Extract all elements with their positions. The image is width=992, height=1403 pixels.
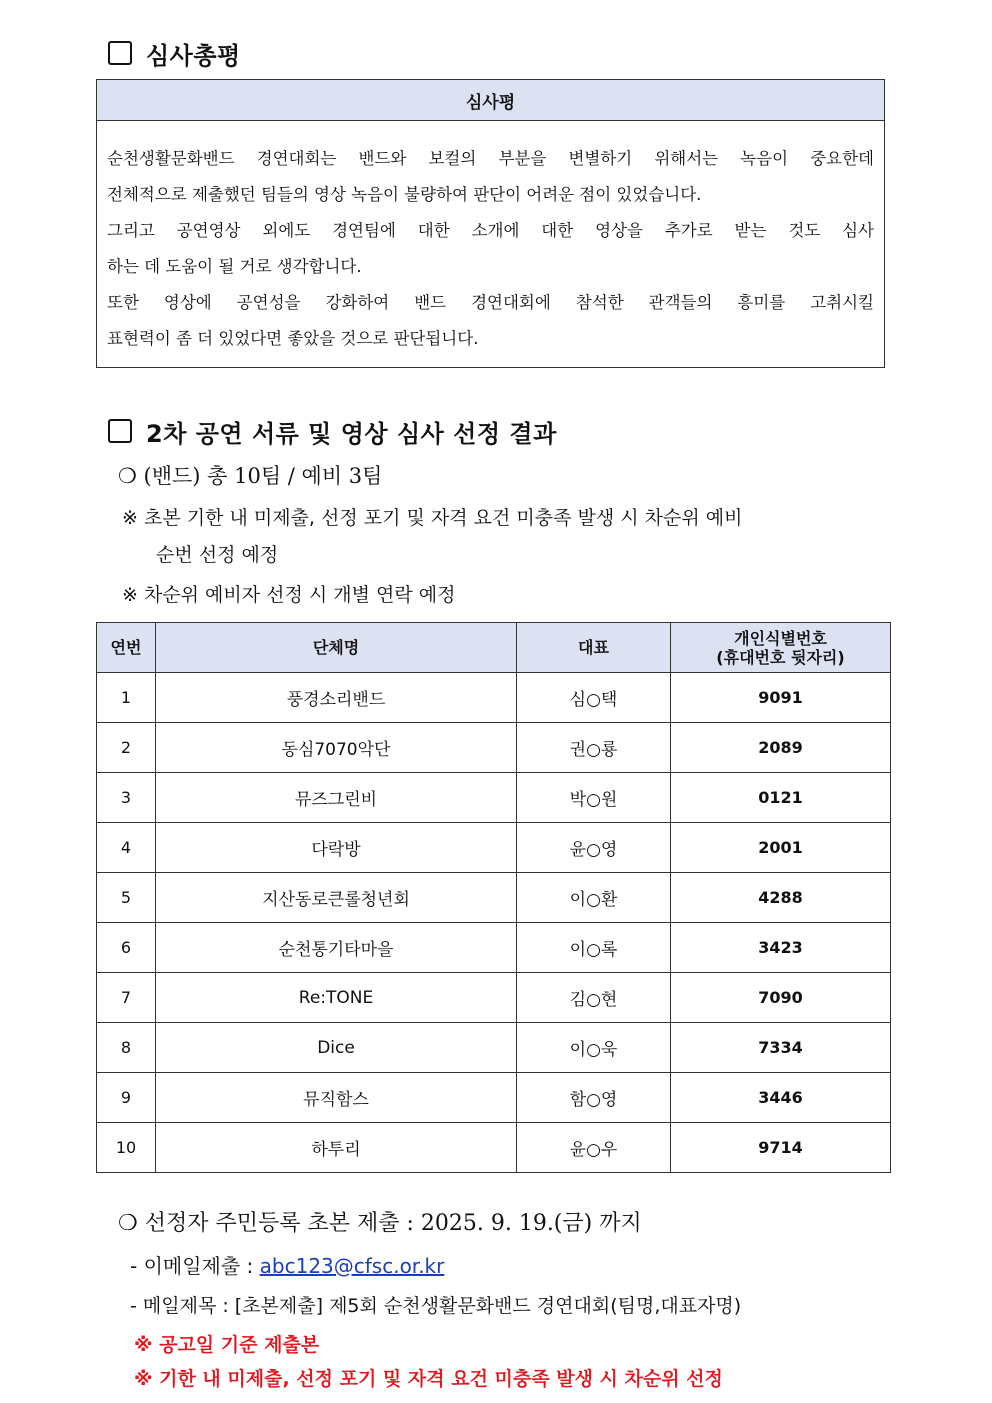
cell-id: 7334 <box>671 1023 891 1073</box>
email-line <box>130 1250 444 1279</box>
table-row <box>97 1123 891 1173</box>
cell-no: 3 <box>97 773 156 823</box>
deadline-line: ❍ 선정자 주민등록 초본 제출 : 2025. 9. 19.(금) 까지 <box>118 1211 642 1236</box>
cell-no: 6 <box>97 923 156 973</box>
header-id-line1: 개인식별번호 <box>734 628 827 648</box>
warning-line: ※ 공고일 기준 제출본 <box>134 1334 320 1356</box>
cell-no: 2 <box>97 723 156 773</box>
table-header-row <box>97 623 891 673</box>
header-no: 연번 <box>97 623 156 673</box>
cell-rep: 이○환 <box>517 873 671 923</box>
cell-team: 풍경소리밴드 <box>156 673 517 723</box>
cell-no: 1 <box>97 673 156 723</box>
cell-team: 순천통기타마을 <box>156 923 517 973</box>
table-row <box>97 873 891 923</box>
section-title: 심사총평 <box>146 41 241 70</box>
cell-id: 2089 <box>671 723 891 773</box>
cell-rep: 권○룡 <box>517 723 671 773</box>
note-line: ※ 초본 기한 내 미제출, 선정 포기 및 자격 요건 미충족 발생 시 차순위 예비 <box>122 507 743 529</box>
review-line: 그리고 공연영상 외에도 경연팀에 대한 소개에 대한 영상을 추가로 받는 것도 심사 <box>107 221 874 240</box>
cell-rep: 함○영 <box>517 1073 671 1123</box>
cell-no: 9 <box>97 1073 156 1123</box>
cell-team: 하투리 <box>156 1123 517 1173</box>
cell-id: 4288 <box>671 873 891 923</box>
table-row <box>97 773 891 823</box>
results-table <box>96 622 891 1173</box>
cell-rep: 윤○우 <box>517 1123 671 1173</box>
cell-id: 3423 <box>671 923 891 973</box>
cell-team: Dice <box>156 1023 517 1073</box>
review-line: 순천생활문화밴드 경연대회는 밴드와 보컬의 부분을 변별하기 위해서는 녹음이 중요한데 <box>107 149 874 168</box>
review-body <box>97 121 884 357</box>
band-summary: ❍ (밴드) 총 10팀 / 예비 3팀 <box>118 464 383 488</box>
cell-rep: 윤○영 <box>517 823 671 873</box>
header-id <box>671 623 891 673</box>
cell-rep: 김○현 <box>517 973 671 1023</box>
review-line: 전체적으로 제출했던 팀들의 영상 녹음이 불량하여 판단이 어려운 점이 있었습니다. <box>107 185 702 204</box>
warning-line: ※ 기한 내 미제출, 선정 포기 및 자격 요건 미충족 발생 시 차순위 선정 <box>134 1368 723 1390</box>
cell-id: 9091 <box>671 673 891 723</box>
subject-line: - 메일제목 : [초본제출] 제5회 순천생활문화밴드 경연대회(팀명,대표자명) <box>130 1295 742 1317</box>
cell-team: 동심7070악단 <box>156 723 517 773</box>
cell-id: 0121 <box>671 773 891 823</box>
review-line: 또한 영상에 공연성을 강화하여 밴드 경연대회에 참석한 관객들의 흥미를 고취시킬 <box>107 293 874 312</box>
header-team: 단체명 <box>156 623 517 673</box>
cell-team: 지산동로큰롤청년회 <box>156 873 517 923</box>
review-line: 표현력이 좀 더 있었다면 좋았을 것으로 판단됩니다. <box>107 329 479 348</box>
note-line: ※ 차순위 예비자 선정 시 개별 연락 예정 <box>122 584 456 606</box>
cell-rep: 이○욱 <box>517 1023 671 1073</box>
cell-id: 2001 <box>671 823 891 873</box>
review-line: 하는 데 도움이 될 거로 생각합니다. <box>107 257 362 276</box>
cell-id: 7090 <box>671 973 891 1023</box>
table-row <box>97 673 891 723</box>
section-title: 2차 공연 서류 및 영상 심사 선정 결과 <box>146 419 557 448</box>
header-id-line2: (휴대번호 뒷자리) <box>716 647 845 667</box>
email-label: - 이메일제출 : <box>130 1254 260 1278</box>
table-row <box>97 723 891 773</box>
checkbox-icon <box>108 419 132 443</box>
cell-id: 9714 <box>671 1123 891 1173</box>
cell-no: 10 <box>97 1123 156 1173</box>
table-row <box>97 1073 891 1123</box>
cell-team: 뮤즈그린비 <box>156 773 517 823</box>
table-row <box>97 1023 891 1073</box>
cell-rep: 박○원 <box>517 773 671 823</box>
cell-no: 4 <box>97 823 156 873</box>
checkbox-icon <box>108 41 132 65</box>
cell-team: 다락방 <box>156 823 517 873</box>
cell-no: 5 <box>97 873 156 923</box>
section-heading-review <box>108 36 241 70</box>
cell-rep: 이○록 <box>517 923 671 973</box>
cell-no: 7 <box>97 973 156 1023</box>
section-heading-results <box>108 414 557 448</box>
table-row <box>97 823 891 873</box>
review-box <box>96 79 885 368</box>
header-rep: 대표 <box>517 623 671 673</box>
review-header: 심사평 <box>97 80 884 121</box>
email-link[interactable]: abc123@cfsc.or.kr <box>259 1254 445 1278</box>
table-row <box>97 923 891 973</box>
table-row <box>97 973 891 1023</box>
cell-no: 8 <box>97 1023 156 1073</box>
cell-id: 3446 <box>671 1073 891 1123</box>
note-line: 순번 선정 예정 <box>156 544 279 566</box>
cell-team: 뮤직함스 <box>156 1073 517 1123</box>
cell-rep: 심○택 <box>517 673 671 723</box>
cell-team: Re:TONE <box>156 973 517 1023</box>
